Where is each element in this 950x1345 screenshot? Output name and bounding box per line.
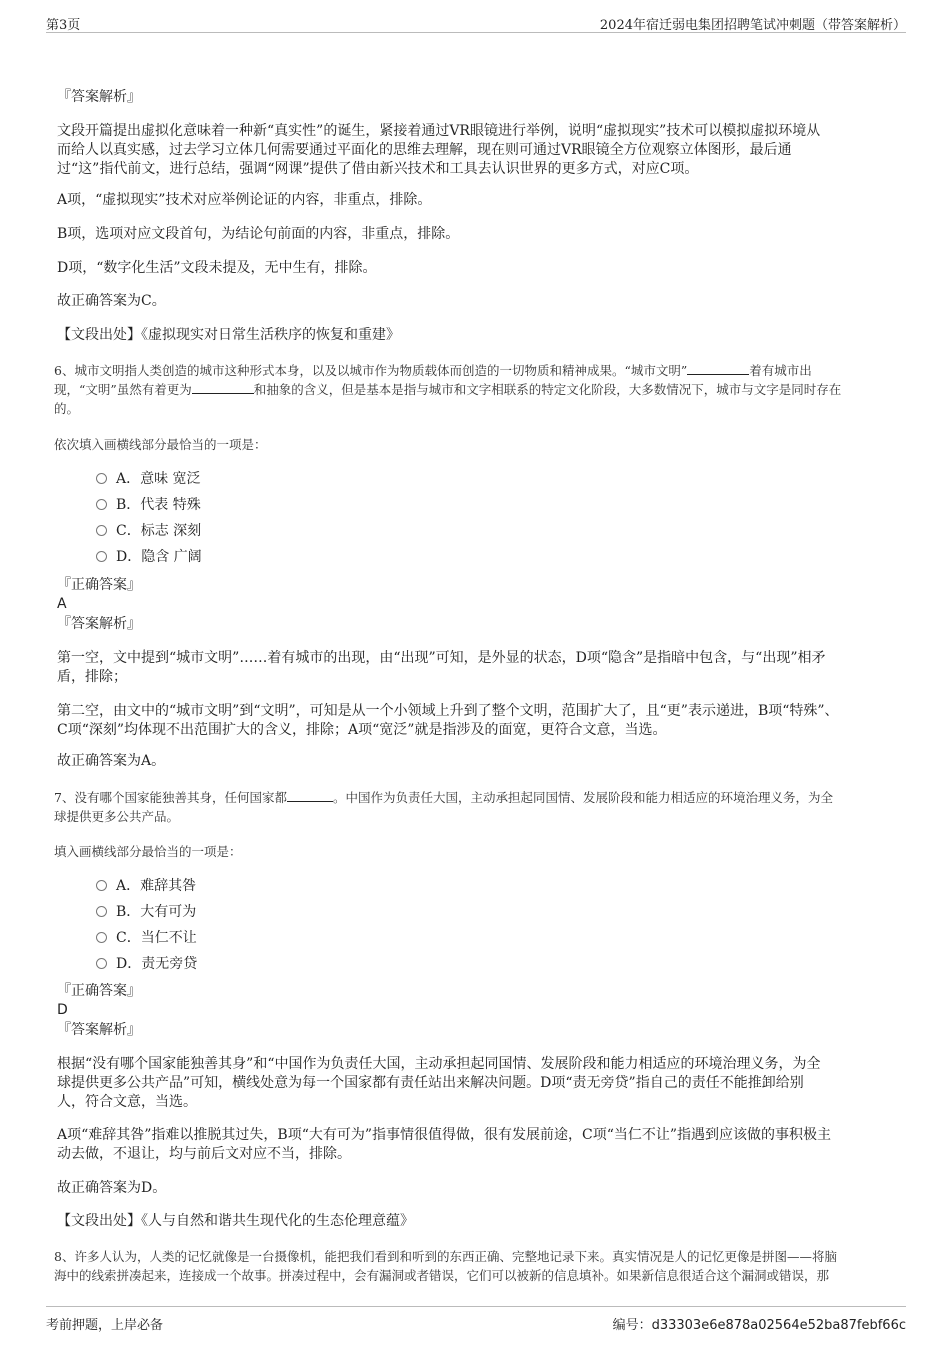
radio-icon[interactable] (96, 525, 107, 536)
analysis-label: 『答案解析』 (57, 616, 141, 632)
q6-option-a[interactable]: A．意味 宽泛 (96, 469, 201, 489)
analysis-paragraph: 第一空，文中提到“城市文明”……着有城市的出现，由“出现”可知，是外显的状态，D项“隐含”是指暗中包含，与“出现”相矛 盾，排除； (57, 650, 826, 685)
radio-icon[interactable] (96, 880, 107, 891)
analysis-paragraph: 文段开篇提出虚拟化意味着一种新“真实性”的诞生，紧接着通过VR眼镜进行举例，说明“虚拟现实”技术可以模拟虚拟环境从 而给人以真实感，过去学习立体几何需要通过平面化的思维去理解，现在则可通过VR眼镜全方位观察立体图形，最后通 过“这”指代前文，进行总结，强调“网课”提供了借由新兴技术和工具去认识世界的更多方式，对应C项。 (57, 123, 821, 177)
answer-conclusion: 故正确答案为C。 (57, 293, 166, 309)
correct-answer-label: 『正确答案』 (57, 983, 141, 999)
correct-answer: D (57, 1002, 68, 1018)
analysis-option-d: D项，“数字化生活”文段未提及，无中生有，排除。 (57, 260, 377, 276)
page-header (46, 12, 906, 33)
document-title: 2024年宿迁弱电集团招聘笔试冲刺题（带答案解析） (599, 18, 906, 33)
question-8-stem: 8、许多人认为，人类的记忆就像是一台摄像机，能把我们看到和听到的东西正确、完整地记录下来。真实情况是人的记忆更像是拼图——将脑 海中的线索拼凑起来，连接成一个故事。拼凑过程中，会有漏洞或者错误，它们可以被新的信息填补。如果新信息很适合这个漏洞或错误，那 (54, 1249, 837, 1283)
q6-option-c[interactable]: C．标志 深刻 (96, 521, 201, 541)
q6-option-d[interactable]: D．隐含 广阔 (96, 547, 202, 567)
document-code: 编号：d33303e6e878a02564e52ba87febf66c (612, 1318, 906, 1333)
correct-answer: A (57, 596, 67, 612)
analysis-option-b: B项，选项对应文段首句，为结论句前面的内容，非重点，排除。 (57, 226, 460, 242)
analysis-label: 『答案解析』 (57, 1022, 141, 1038)
question-7-prompt: 填入画横线部分最恰当的一项是： (54, 844, 242, 859)
correct-answer-label: 『正确答案』 (57, 577, 141, 593)
analysis-paragraph: A项“难辞其咎”指难以推脱其过失，B项“大有可为”指事情很值得做，很有发展前途，C项“当仁不让”指遇到应该做的事积极主 动去做，不退让，均与前后文对应不当，排除。 (57, 1127, 832, 1162)
q7-option-d[interactable]: D．责无旁贷 (96, 954, 197, 974)
answer-conclusion: 故正确答案为D。 (57, 1180, 167, 1196)
fill-blank (192, 381, 254, 394)
radio-icon[interactable] (96, 473, 107, 484)
radio-icon[interactable] (96, 932, 107, 943)
analysis-paragraph: 根据“没有哪个国家能独善其身”和“中国作为负责任大国，主动承担起同国情、发展阶段和能力相适应的环境治理义务，为全 球提供更多公共产品”可知，横线处意为每一个国家都有责任站出来解决问题。D项“责无旁贷”指自己的责任不能推卸给别 人，符合文意，当选。 (57, 1056, 821, 1110)
q7-option-c[interactable]: C．当仁不让 (96, 928, 197, 948)
q7-option-b[interactable]: B．大有可为 (96, 902, 196, 922)
answer-conclusion: 故正确答案为A。 (57, 753, 166, 769)
radio-icon[interactable] (96, 906, 107, 917)
analysis-label: 『答案解析』 (57, 89, 141, 105)
footer-slogan: 考前押题，上岸必备 (46, 1318, 164, 1333)
question-6-prompt: 依次填入画横线部分最恰当的一项是： (54, 437, 267, 452)
page-footer (46, 1306, 906, 1333)
page-number: 第3页 (46, 18, 81, 33)
text-source: 【文段出处】《人与自然和谐共生现代化的生态伦理意蕴》 (57, 1213, 414, 1229)
radio-icon[interactable] (96, 499, 107, 510)
radio-icon[interactable] (96, 958, 107, 969)
fill-blank (287, 789, 333, 802)
analysis-paragraph: 第二空，由文中的“城市文明”到“文明”，可知是从一个小领域上升到了整个文明，范围扩大了，且“更”表示递进，B项“特殊”、 C项“深刻”均体现不出范围扩大的含义，排除；A项“宽泛”就是指涉及的面宽，更符合文意，当选。 (57, 703, 839, 738)
text-source: 【文段出处】《虚拟现实对日常生活秩序的恢复和重建》 (57, 327, 400, 343)
analysis-option-a: A项，“虚拟现实”技术对应举例论证的内容，非重点，排除。 (57, 192, 432, 208)
q7-option-a[interactable]: A．难辞其咎 (96, 876, 196, 896)
fill-blank (687, 362, 749, 375)
radio-icon[interactable] (96, 551, 107, 562)
question-6-stem: 6、城市文明指人类创造的城市这种形式本身，以及以城市作为物质载体而创造的一切物质和精神成果。“城市文明” 着有城市出 现，“文明”虽然有着更为 和抽象的含义，但是基本是指与城市和文字相联系的特定文化阶段，大多数情况下，城市与文字是同时存在 的。 (54, 363, 842, 416)
question-7-stem: 7、没有哪个国家能独善其身，任何国家都 。中国作为负责任大国，主动承担起同国情、发展阶段和能力相适应的环境治理义务，为全 球提供更多公共产品。 (54, 790, 833, 824)
q6-option-b[interactable]: B．代表 特殊 (96, 495, 201, 515)
